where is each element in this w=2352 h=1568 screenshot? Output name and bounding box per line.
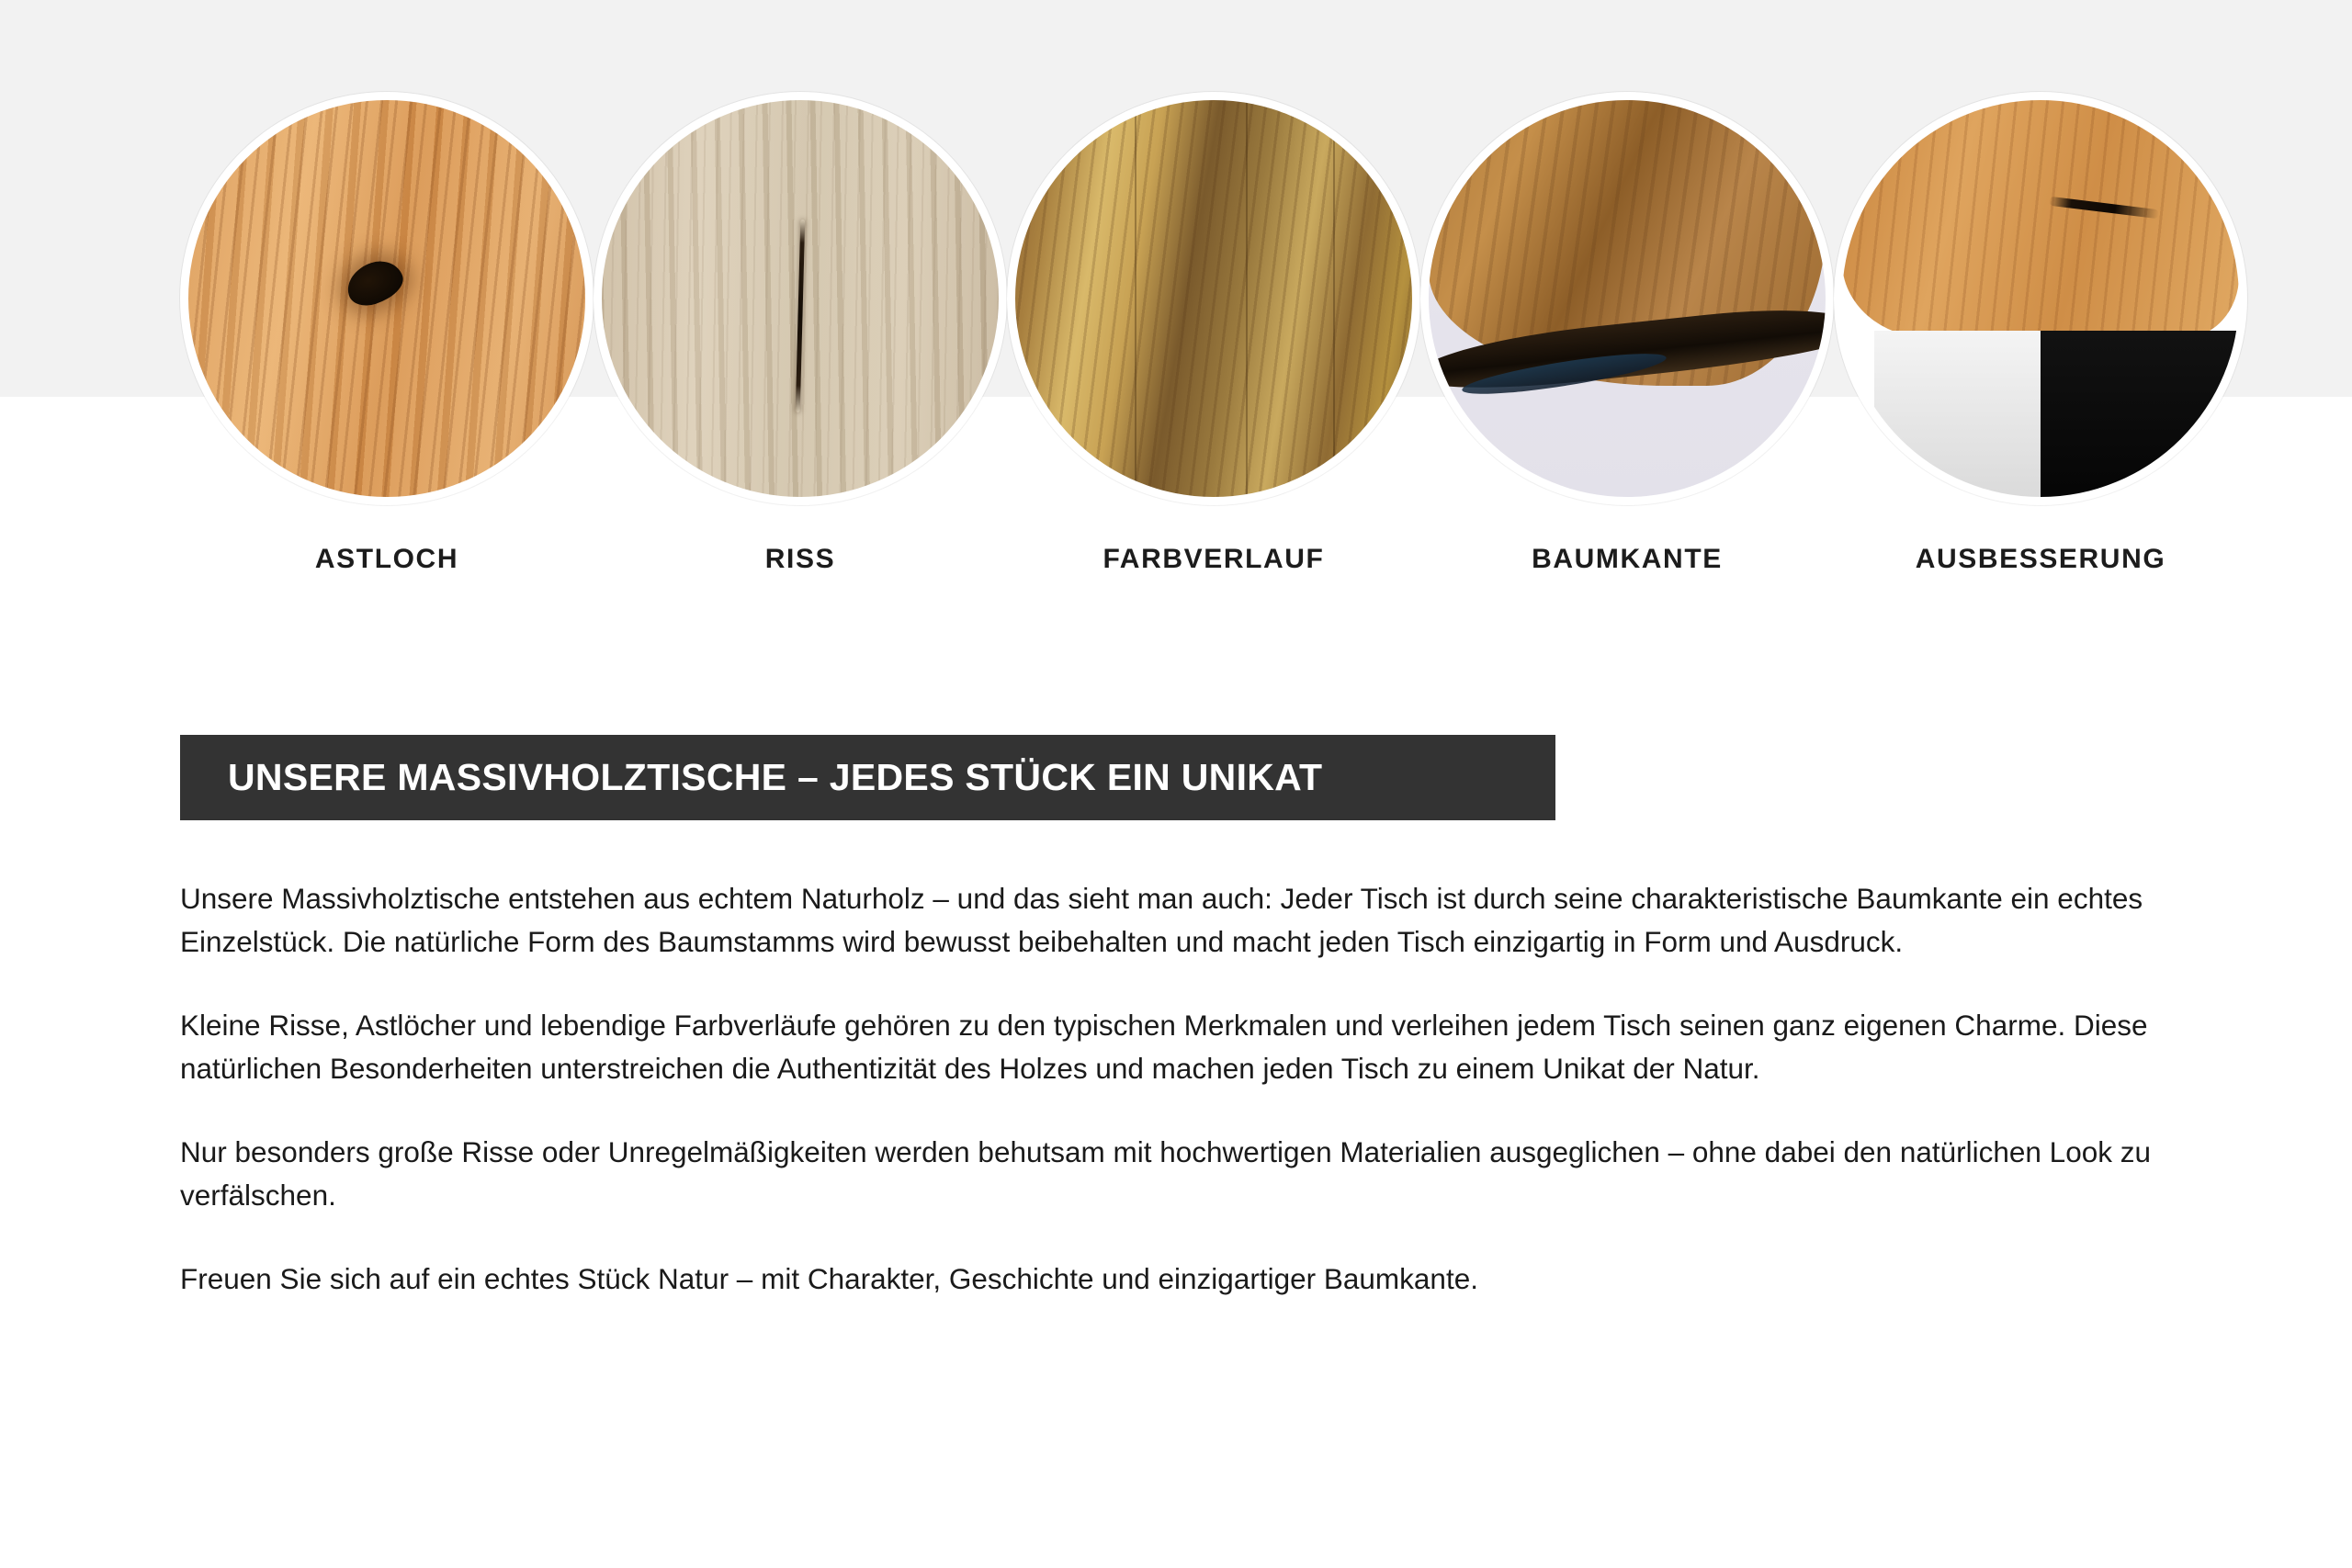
crack-detail-icon bbox=[796, 220, 805, 412]
feature-label-baumkante: BAUMKANTE bbox=[1532, 544, 1723, 574]
paragraph: Kleine Risse, Astlöcher und lebendige Farbverläufe gehören zu den typischen Merkmalen und verleihen jedem Tisch seinen ganz eigenen Charme. Diese natürlichen Besonderheiten unterstreichen die Authentizität des Holzes und machen jeden Tisch zu einem Unikat der Natur. bbox=[180, 1009, 2148, 1085]
wood-repair-photo bbox=[1842, 100, 2239, 497]
feature-image-frame bbox=[1834, 92, 2247, 505]
feature-image-frame bbox=[594, 92, 1007, 505]
feature-image-frame bbox=[1420, 92, 1834, 505]
section-headline-bar bbox=[180, 735, 1555, 820]
knot-detail-icon bbox=[342, 254, 409, 310]
page-title: UNSERE MASSIVHOLZTISCHE – JEDES STÜCK EIN UNIKAT bbox=[228, 756, 1323, 798]
table-leg-light bbox=[1874, 331, 2049, 497]
feature-riss bbox=[594, 92, 1007, 575]
paragraph: Nur besonders große Risse oder Unregelmäßigkeiten werden behutsam mit hochwertigen Materialien ausgeglichen – ohne dabei den natürlichen Look zu verfälschen. bbox=[180, 1135, 2151, 1212]
feature-label-riss: RISS bbox=[764, 544, 836, 574]
wood-feature-strip bbox=[180, 92, 2178, 575]
feature-image-frame bbox=[180, 92, 594, 505]
paragraph: Freuen Sie sich auf ein echtes Stück Natur – mit Charakter, Geschichte und einzigartiger Baumkante. bbox=[180, 1262, 1478, 1295]
feature-farbverlauf bbox=[1007, 92, 1420, 575]
wood-crack-photo bbox=[602, 100, 999, 497]
plank-seam-icon bbox=[1135, 100, 1136, 497]
feature-label-ausbesserung: AUSBESSERUNG bbox=[1915, 544, 2166, 574]
feature-image-frame bbox=[1007, 92, 1420, 505]
table-leg-dark bbox=[2041, 331, 2239, 497]
wood-colorgrade-photo bbox=[1015, 100, 1412, 497]
feature-label-farbverlauf: FARBVERLAUF bbox=[1102, 544, 1325, 574]
feature-baumkante bbox=[1420, 92, 1834, 575]
paragraph: Unsere Massivholztische entstehen aus echtem Naturholz – und das sieht man auch: Jeder Tisch ist durch seine charakteristische Baumkante ein echtes Einzelstück. Die natürliche Form des Baumstamms wird bewusst beibehalten und macht jeden Tisch einzigartig in Form und Ausdruck. bbox=[180, 882, 2143, 958]
body-copy bbox=[180, 877, 2178, 1301]
table-top-surface bbox=[1842, 100, 2239, 338]
feature-astloch bbox=[180, 92, 594, 575]
feature-ausbesserung bbox=[1834, 92, 2247, 575]
plank-seam-icon bbox=[1246, 100, 1248, 497]
wood-liveedge-photo bbox=[1429, 100, 1826, 497]
plank-seam-icon bbox=[1333, 100, 1335, 497]
wood-knot-photo bbox=[188, 100, 585, 497]
feature-label-astloch: ASTLOCH bbox=[314, 544, 459, 574]
